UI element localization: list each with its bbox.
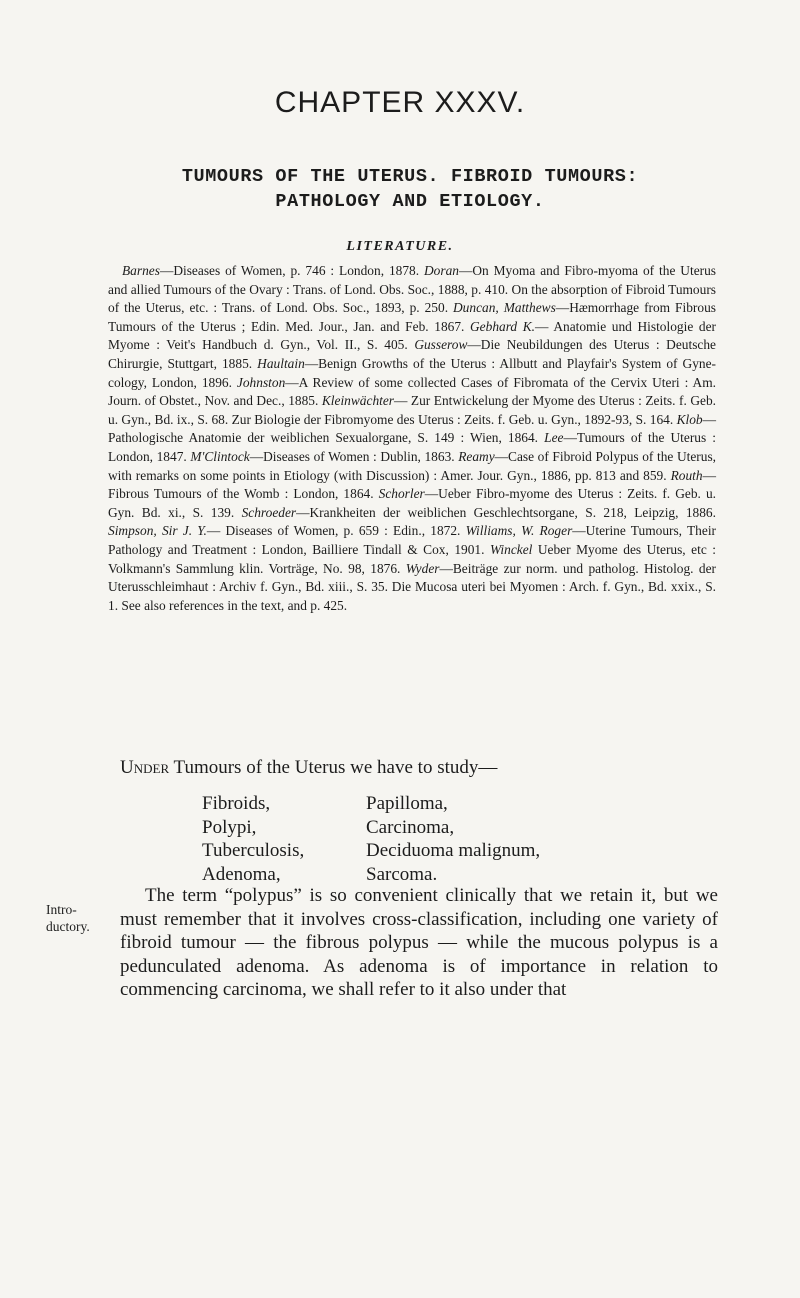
reference-text: —Ueber Fibro-myome des Uterus : Zeits. f. Geb. u. Gyn. Bd. xi., S. 139.: [108, 486, 716, 520]
reference-author: Duncan, Matthews: [453, 300, 556, 316]
body-paragraph: The term “polypus” is so convenient clinically that we retain it, but we must remember that it involves cross-classification, including one variety of fibroid tumour — the fibrous polypus — while the mucous polypus is a pedunculated adenoma. As adenoma is of importance in relation to commencing carcinoma, we shall refer to it also under that: [120, 885, 718, 1001]
reference-author: Winckel: [489, 541, 533, 557]
reference-author: Barnes: [122, 263, 160, 278]
tumour-item: Adenoma,: [202, 863, 281, 885]
reference-author: Lee: [544, 430, 564, 446]
reference-author: Wyder: [405, 560, 440, 576]
reference-author: Gebhard K.: [470, 318, 536, 334]
reference-author: Haultain: [257, 355, 305, 371]
reference-author: Doran: [424, 263, 459, 278]
reference-text: —Beiträge zur norm. und patholog. Histolog. der Uterusschleimhaut : Archiv f. Gyn., Bd. xiii., S. 35. Die Mucosa uteri bei Myomen : Arch. f. Gyn., Bd. xxix., S. 1. See also references in the text, and p. 425.: [108, 560, 716, 613]
reference-author: Kleinwächter: [321, 393, 395, 409]
reference-text: —Diseases of Women : Dublin, 1863.: [249, 448, 459, 464]
tumour-item: Fibroids,: [202, 793, 271, 814]
reference-text: —Tumours of the Uterus : London, 1847.: [108, 430, 716, 464]
reference-text: —Uterine Tumours, Their Pathology and Treatment : London, Bailliere Tindall & Cox, 1901.: [108, 523, 716, 557]
tumour-item: Carcinoma,: [366, 816, 455, 838]
tumour-item: Polypi,: [202, 816, 257, 838]
reference-author: Reamy: [458, 448, 495, 464]
reference-text: — Diseases of Women, p. 659 : Edin., 1872.: [206, 523, 466, 539]
study-lead-word: Under: [120, 757, 170, 778]
study-intro: [120, 757, 720, 779]
tumour-item: Deciduoma malignum,: [366, 840, 541, 861]
study-intro-text: Tumours of the Uterus we have to study—: [169, 757, 498, 778]
margin-note: Intro-ductory.: [46, 902, 90, 934]
reference-text: —Fibrous Tumours of the Womb : London, 1864.: [108, 467, 716, 502]
reference-text: —A Review of some collected Cases of Fibromata of the Cervix Uteri : Am. Journ. of Obstet., Nov. and Dec., 1885.: [108, 374, 716, 409]
literature-heading: LITERATURE.: [346, 239, 454, 254]
reference-text: Ueber Myome des Uterus, etc : Volkmann's Sammlung klin. Vorträge, No. 98, 1876.: [108, 541, 716, 576]
reference-author: Routh: [670, 467, 703, 483]
reference-text: —Benign Growths of the Uterus : Allbutt and Playfair's System of Gyne-cology, London, 1896.: [108, 355, 716, 390]
reference-author: Schorler: [378, 486, 425, 502]
reference-text: —Diseases of Women, p. 746 : London, 1878.: [159, 263, 424, 278]
reference-text: —On Myoma and Fibro-myoma of the Uterus and allied Tumours of the Ovary : Trans. of Lond. Obs. Soc., 1888, p. 410. On the absorption of Fibroid Tumours of the Uterus, etc. : Trans. of Lond. Obs. Soc., 1893, p. 250.: [108, 263, 717, 316]
chapter-title-line-1: TUMOURS OF THE UTERUS. FIBROID TUMOURS:: [181, 166, 639, 187]
reference-author: Gusserow: [414, 337, 468, 353]
reference-author: Klob: [676, 411, 703, 427]
reference-text: —Pathologische Anatomie der weiblichen Sexualorgane, S. 149 : Wien, 1864.: [108, 411, 716, 446]
reference-text: — Anatomie und Histologie der Myome : Veit's Handbuch d. Gyn., Vol. II., S. 405.: [108, 318, 716, 353]
tumour-item: Papilloma,: [366, 793, 448, 814]
tumour-list: [202, 792, 682, 886]
reference-text: —Case of Fibroid Polypus of the Uterus, with remarks on some points in Etiology (with Discussion) : Amer. Jour. Gyn., 1886, pp. 813 and 859.: [108, 448, 716, 483]
chapter-heading: CHAPTER XXXV.: [274, 86, 526, 119]
reference-text: —Die Neubildungen des Uterus : Deutsche Chirurgie, Stuttgart, 1885.: [108, 337, 716, 371]
reference-author: Williams, W. Roger: [465, 523, 573, 539]
reference-author: Schroeder: [241, 504, 297, 520]
reference-author: Johnston: [236, 374, 286, 390]
chapter-title-line-2: PATHOLOGY AND ETIOLOGY.: [275, 191, 545, 212]
tumour-item: Tuberculosis,: [202, 840, 305, 861]
literature-references: [108, 262, 716, 615]
reference-text: — Zur Entwickelung der Myome des Uterus : Zeits. f. Geb. u. Gyn., Bd. ix., S. 68. Zur Biologie der Fibromyome des Uterus : Zeits. f. Geb. u. Gyn., 1892-93, S. 164.: [108, 393, 716, 427]
reference-text: —Hæmorrhage from Fibrous Tumours of the Uterus ; Edin. Med. Jour., Jan. and Feb. 1867.: [108, 300, 716, 334]
chapter-title: [70, 164, 750, 214]
reference-author: M'Clintock: [190, 448, 250, 464]
reference-text: —Krankheiten der weiblichen Geschlechtsorgane, S. 218, Leipzig, 1886.: [296, 504, 716, 520]
tumour-item: Sarcoma.: [366, 863, 438, 885]
reference-author: Simpson, Sir J. Y.: [108, 523, 207, 539]
